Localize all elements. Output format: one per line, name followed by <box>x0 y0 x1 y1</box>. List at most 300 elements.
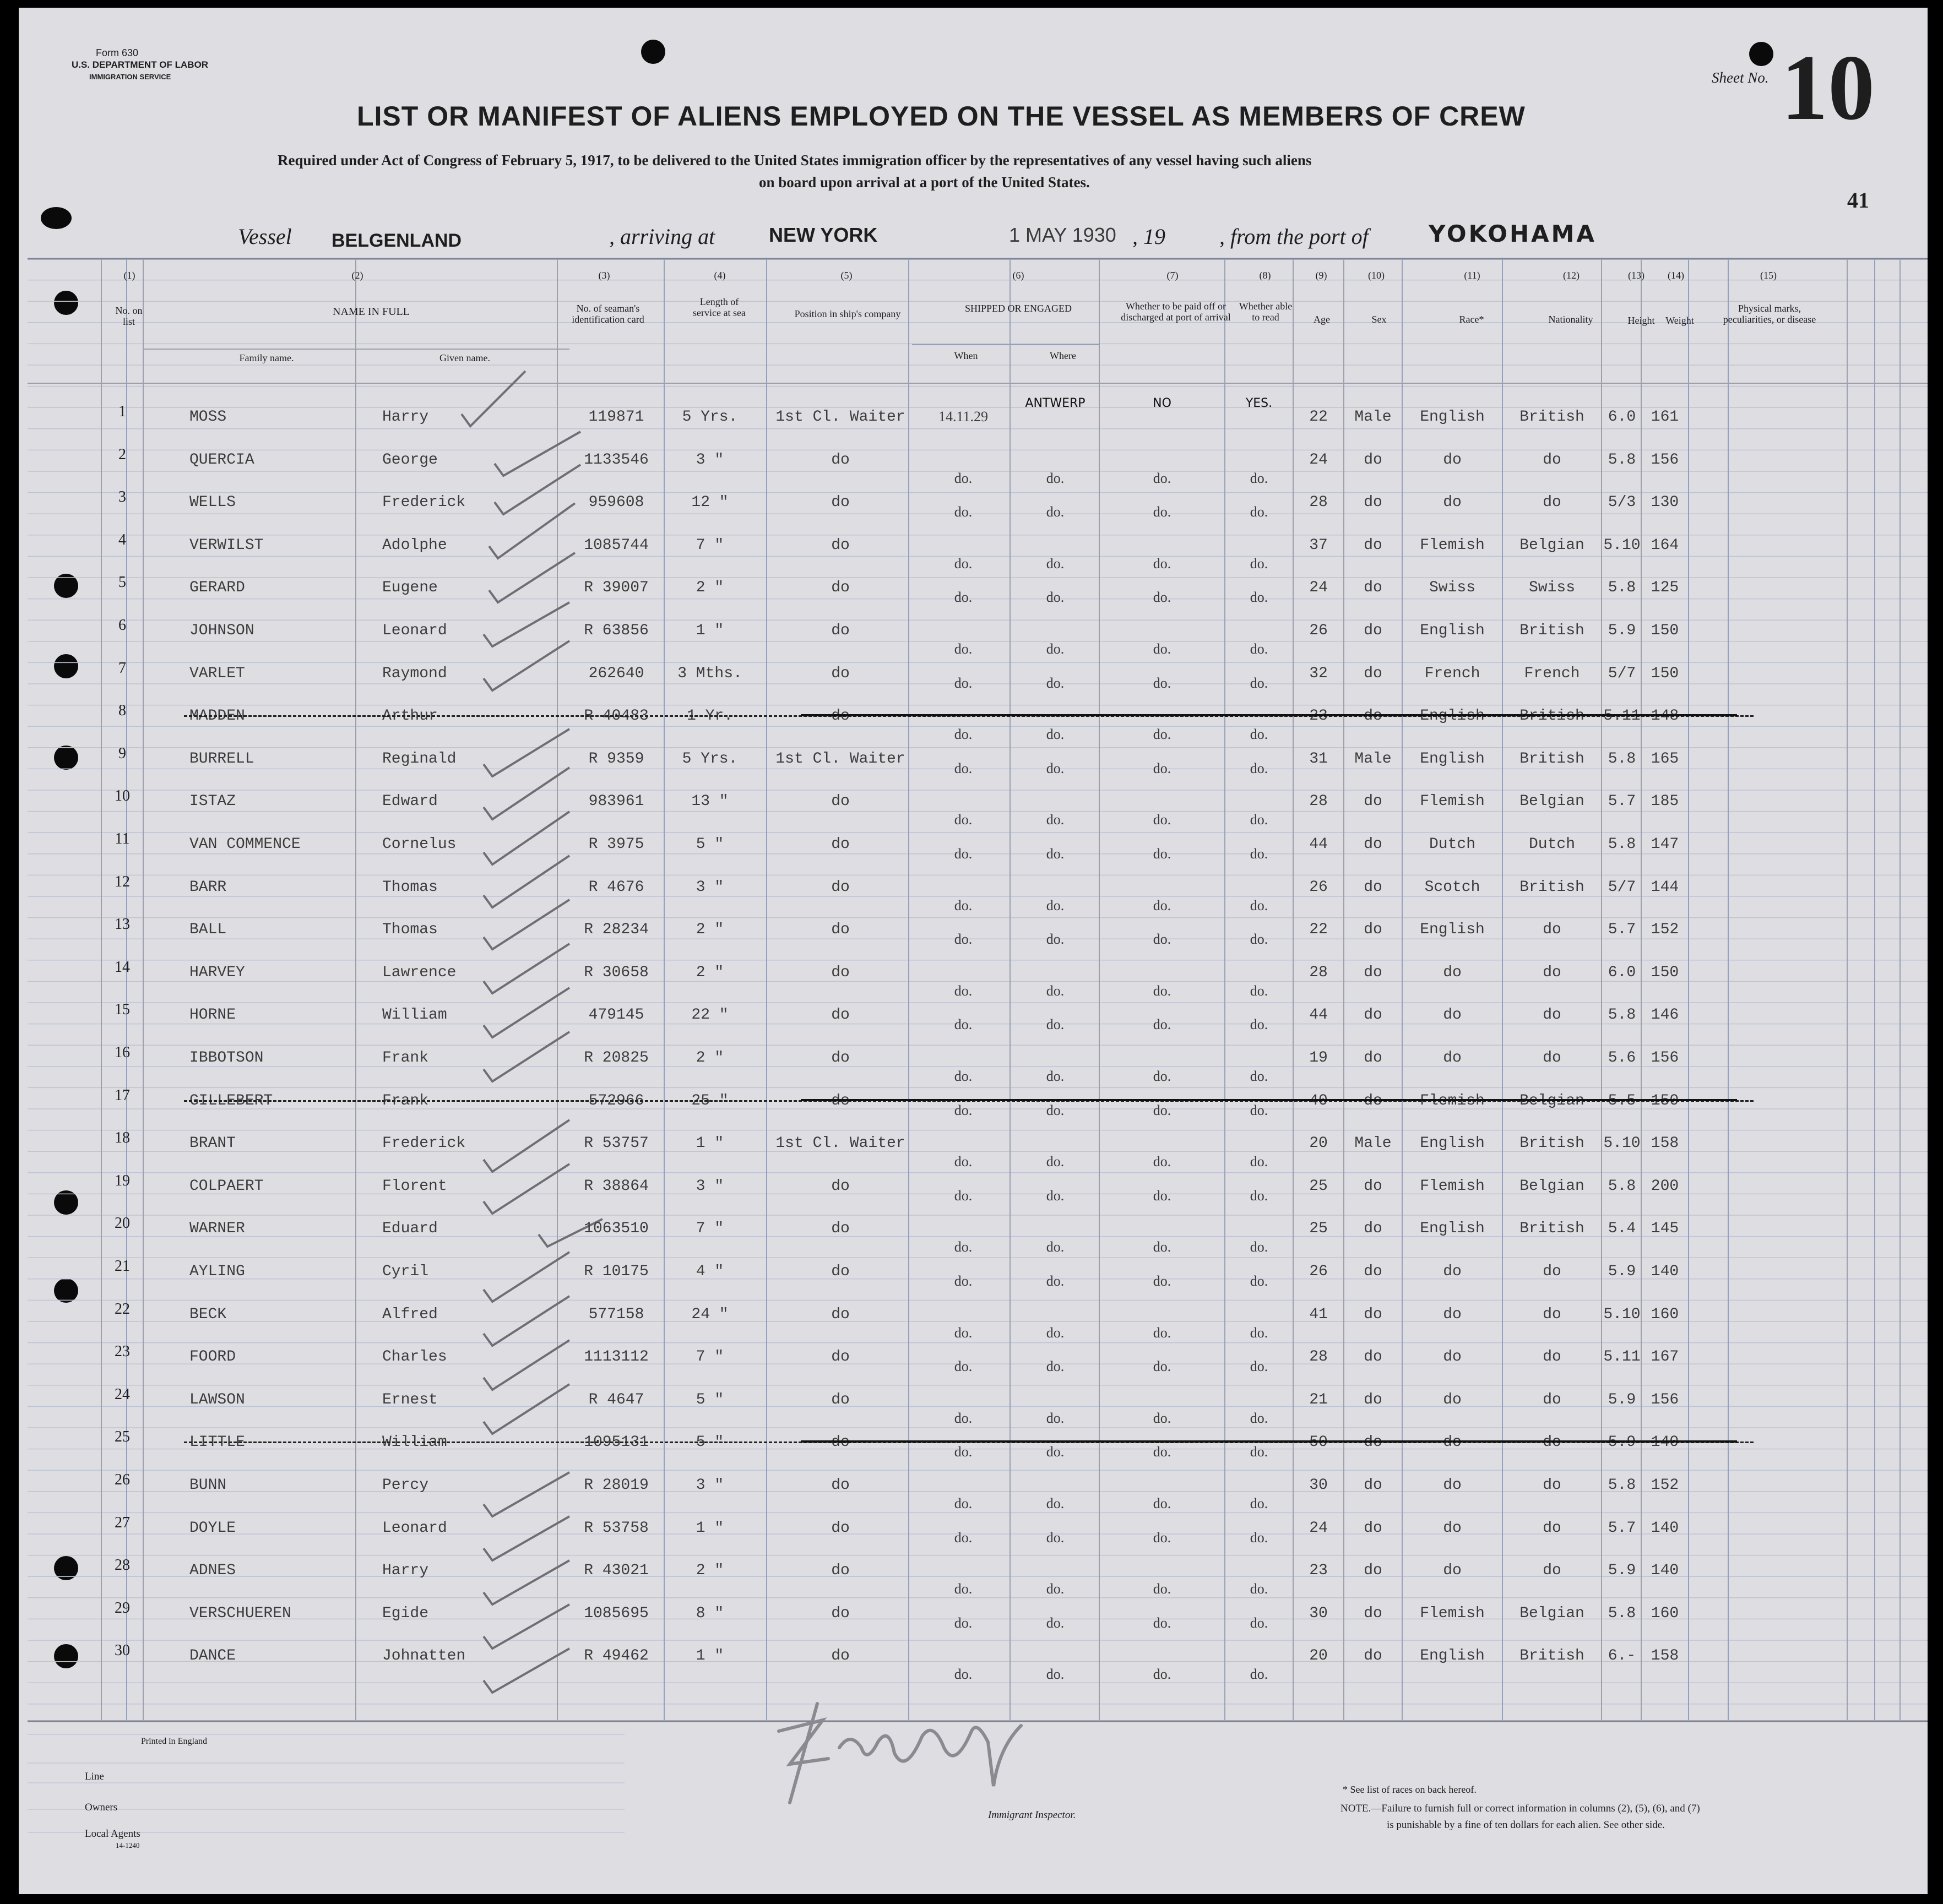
cell-when: do. <box>954 1410 973 1426</box>
cell-age: 23 <box>1309 1562 1328 1580</box>
cell-weight: 148 <box>1651 708 1679 725</box>
cell-height: 5.8 <box>1608 451 1636 469</box>
cell-where: do. <box>1046 1666 1065 1683</box>
row-number: 8 <box>118 702 126 720</box>
cell-where: do. <box>1046 674 1065 691</box>
cell-length: 2 " <box>696 1049 724 1067</box>
cell-where: do. <box>1046 812 1065 828</box>
cell-sex: do <box>1364 964 1382 981</box>
cell-read: YES. <box>1245 396 1273 410</box>
sheet-label: Sheet No. <box>1712 69 1769 86</box>
cell-family: VERSCHUEREN <box>189 1604 291 1622</box>
cell-given: Eugene <box>382 579 438 597</box>
cell-weight: 185 <box>1651 793 1679 810</box>
cell-sex: do <box>1364 708 1382 725</box>
cell-nationality: British <box>1519 708 1584 725</box>
cell-weight: 200 <box>1651 1177 1679 1195</box>
cell-race: do <box>1443 1519 1462 1537</box>
cell-nationality: do <box>1543 1263 1561 1280</box>
cell-position: do <box>831 964 850 981</box>
cell-weight: 125 <box>1651 579 1679 597</box>
cell-where: do. <box>1046 1581 1065 1597</box>
cell-height: 5/7 <box>1608 665 1636 682</box>
cell-read: do. <box>1250 674 1268 691</box>
col-when: When <box>954 350 978 361</box>
cell-read: do. <box>1250 1239 1268 1255</box>
cell-height: 5.8 <box>1608 836 1636 853</box>
cell-sex: do <box>1364 1177 1382 1195</box>
cell-sex: do <box>1364 793 1382 810</box>
cell-family: ISTAZ <box>189 793 236 810</box>
cell-weight: 160 <box>1651 1305 1679 1323</box>
cell-sex: do <box>1364 1049 1382 1067</box>
cell-position: do <box>831 494 850 512</box>
cell-where: do. <box>1046 760 1065 776</box>
cell-weight: 156 <box>1651 451 1679 469</box>
cell-read: do. <box>1250 1273 1268 1289</box>
cell-family: GERARD <box>189 579 245 597</box>
cell-position: do <box>831 793 850 810</box>
cell-when: do. <box>954 1495 973 1511</box>
cell-paid: do. <box>1153 897 1171 913</box>
cell-given: Arthur <box>382 708 438 725</box>
cell-length: 25 " <box>691 1092 729 1109</box>
col-position: Position in ship's company <box>794 308 901 319</box>
cell-paid: do. <box>1153 504 1171 520</box>
row-number: 7 <box>118 659 126 677</box>
cell-race: do <box>1443 1391 1462 1408</box>
cell-given: Raymond <box>382 665 447 682</box>
cell-weight: 140 <box>1651 1562 1679 1580</box>
cell-read: do. <box>1250 812 1268 828</box>
cell-position: do <box>831 1647 850 1665</box>
cell-position: do <box>831 708 850 725</box>
cell-given: Percy <box>382 1477 429 1494</box>
cell-weight: 156 <box>1651 1391 1679 1408</box>
cell-paid: do. <box>1153 812 1171 828</box>
row-number: 27 <box>115 1514 130 1531</box>
cell-family: ADNES <box>189 1562 236 1580</box>
cell-nationality: do <box>1543 1434 1561 1451</box>
cell-length: 7 " <box>696 536 724 554</box>
cell-read: do. <box>1250 555 1268 572</box>
cell-where: do. <box>1046 1410 1065 1426</box>
cell-family: BURRELL <box>189 750 254 768</box>
form-title: LIST OR MANIFEST OF ALIENS EMPLOYED ON THE VESSEL AS MEMBERS OF CREW <box>357 101 1526 132</box>
cell-paid: do. <box>1153 470 1171 486</box>
row-number: 17 <box>115 1086 130 1104</box>
year-label: , 19 <box>1132 224 1165 249</box>
cell-weight: 130 <box>1651 494 1679 512</box>
cell-given: Lawrence <box>382 964 457 981</box>
cell-height: 5.8 <box>1608 750 1636 768</box>
cell-height: 5.8 <box>1608 1177 1636 1195</box>
cell-read: do. <box>1250 1068 1268 1084</box>
strikethrough-line <box>801 1440 1737 1443</box>
row-number: 9 <box>118 744 126 762</box>
col-num-8: (8) <box>1259 270 1271 281</box>
row-number: 2 <box>118 445 126 463</box>
form-subtitle: Required under Act of Congress of February 5, 1917, to be delivered to the United States immigration officer by the representatives of any vessel having such aliens <box>278 152 1312 168</box>
cell-sex: do <box>1364 494 1382 512</box>
cell-read: do. <box>1250 760 1268 776</box>
cell-nationality: British <box>1519 1647 1584 1665</box>
cell-weight: 164 <box>1651 536 1679 554</box>
cell-when: do. <box>954 1444 973 1460</box>
cell-sex: do <box>1364 1305 1382 1323</box>
cell-length: 5 Yrs. <box>682 750 738 768</box>
col-num-10: (10) <box>1368 270 1385 281</box>
row-number: 5 <box>118 574 126 591</box>
cell-position: do <box>831 1391 850 1408</box>
cell-sex: do <box>1364 921 1382 939</box>
cell-given: Johnatten <box>382 1647 466 1665</box>
row-number: 10 <box>115 787 130 805</box>
cell-family: HARVEY <box>189 964 245 981</box>
cell-weight: 165 <box>1651 750 1679 768</box>
arrival-port: NEW YORK <box>769 224 878 246</box>
row-number: 3 <box>118 488 126 506</box>
cell-paid: do. <box>1153 726 1171 743</box>
cell-height: 5.7 <box>1608 793 1636 810</box>
col-num-12: (12) <box>1563 270 1580 281</box>
cell-id: R 9359 <box>588 750 644 768</box>
cell-race: do <box>1443 451 1462 469</box>
cell-read: do. <box>1250 1358 1268 1375</box>
cell-when: do. <box>954 504 973 520</box>
cell-race: English <box>1420 1647 1485 1665</box>
col-family-name: Family name. <box>239 352 294 363</box>
cell-height: 5.10 <box>1603 536 1641 554</box>
col-num-14: (14) <box>1668 270 1684 281</box>
cell-position: 1st Cl. Waiter <box>775 1135 905 1152</box>
cell-id: R 53757 <box>584 1135 649 1152</box>
cell-when: do. <box>954 1324 973 1341</box>
cell-weight: 150 <box>1651 665 1679 682</box>
col-length-service: Length of service at sea <box>693 296 746 318</box>
cell-race: Flemish <box>1420 793 1485 810</box>
cell-given: Leonard <box>382 622 447 639</box>
cell-age: 31 <box>1309 750 1328 768</box>
cell-where: do. <box>1046 726 1065 743</box>
cell-age: 28 <box>1309 964 1328 981</box>
cell-weight: 150 <box>1651 1092 1679 1109</box>
col-list-no: No. on list <box>115 305 143 327</box>
col-num-4: (4) <box>714 270 726 281</box>
cell-nationality: do <box>1543 1391 1561 1408</box>
cell-id: 262640 <box>588 665 644 682</box>
cell-nationality: do <box>1543 451 1561 469</box>
cell-length: 3 " <box>696 1177 724 1195</box>
row-number: 20 <box>115 1215 130 1232</box>
cell-family: BRANT <box>189 1135 236 1152</box>
cell-nationality: do <box>1543 1305 1561 1323</box>
cell-paid: do. <box>1153 1666 1171 1683</box>
cell-family: VARLET <box>189 665 245 682</box>
col-num-13: (13) <box>1628 270 1645 281</box>
cell-position: 1st Cl. Waiter <box>775 750 905 768</box>
cell-family: HORNE <box>189 1007 236 1024</box>
col-physical-marks: Physical marks, peculiarities, or disease <box>1723 303 1816 325</box>
cell-nationality: do <box>1543 494 1561 512</box>
cell-age: 24 <box>1309 579 1328 597</box>
cell-read: do. <box>1250 1666 1268 1683</box>
cell-age: 44 <box>1309 1007 1328 1024</box>
cell-position: do <box>831 1519 850 1537</box>
cell-length: 7 " <box>696 1220 724 1238</box>
cell-length: 3 " <box>696 878 724 896</box>
cell-when: do. <box>954 1016 973 1033</box>
cell-age: 28 <box>1309 1348 1328 1366</box>
cell-position: do <box>831 1305 850 1323</box>
cell-family: LAWSON <box>189 1391 245 1408</box>
row-number: 14 <box>115 958 130 976</box>
cell-race: Flemish <box>1420 1177 1485 1195</box>
cell-length: 1 " <box>696 1647 724 1665</box>
cell-position: do <box>831 665 850 682</box>
col-name-in-full: NAME IN FULL <box>333 306 410 318</box>
cell-read: do. <box>1250 897 1268 913</box>
cell-where: do. <box>1046 1068 1065 1084</box>
cell-weight: 147 <box>1651 836 1679 853</box>
cell-sex: do <box>1364 878 1382 896</box>
cell-read: do. <box>1250 589 1268 606</box>
cell-id: R 28019 <box>584 1477 649 1494</box>
cell-when: do. <box>954 1187 973 1204</box>
cell-family: DOYLE <box>189 1519 236 1537</box>
cell-id: 1133546 <box>584 451 649 469</box>
row-number: 12 <box>115 873 130 890</box>
cell-weight: 152 <box>1651 921 1679 939</box>
cell-sex: do <box>1364 1092 1382 1109</box>
cell-height: 5/3 <box>1608 494 1636 512</box>
cell-age: 22 <box>1309 409 1328 426</box>
row-number: 24 <box>115 1385 130 1403</box>
department: U.S. DEPARTMENT OF LABOR <box>72 59 209 70</box>
cell-nationality: do <box>1543 964 1561 981</box>
cell-read: do. <box>1250 1495 1268 1511</box>
col-nationality: Nationality <box>1548 314 1593 325</box>
cell-where: do. <box>1046 1614 1065 1631</box>
cell-weight: 167 <box>1651 1348 1679 1366</box>
cell-weight: 146 <box>1651 1007 1679 1024</box>
cell-height: 6.0 <box>1608 409 1636 426</box>
cell-where: do. <box>1046 1102 1065 1118</box>
cell-position: do <box>831 1604 850 1622</box>
cell-when: do. <box>954 1666 973 1683</box>
cell-read: do. <box>1250 1324 1268 1341</box>
cell-weight: 140 <box>1651 1519 1679 1537</box>
cell-where: do. <box>1046 1239 1065 1255</box>
cell-family: VAN COMMENCE <box>189 836 301 853</box>
cell-given: Alfred <box>382 1305 438 1323</box>
cell-length: 8 " <box>696 1604 724 1622</box>
cell-age: 20 <box>1309 1135 1328 1152</box>
cell-when: do. <box>954 641 973 657</box>
cell-age: 25 <box>1309 1220 1328 1238</box>
cell-given: Frank <box>382 1092 429 1109</box>
form-number: Form 630 <box>96 47 139 58</box>
cell-where: do. <box>1046 641 1065 657</box>
cell-race: do <box>1443 494 1462 512</box>
cell-sex: Male <box>1354 750 1392 768</box>
cell-paid: do. <box>1153 1273 1171 1289</box>
row-number: 21 <box>115 1258 130 1275</box>
cell-given: Reginald <box>382 750 457 768</box>
cell-id: 572966 <box>588 1092 644 1109</box>
col-num-7: (7) <box>1166 270 1179 281</box>
cell-height: 5/7 <box>1608 878 1636 896</box>
row-number: 22 <box>115 1300 130 1318</box>
cell-length: 12 " <box>691 494 729 512</box>
cell-id: R 4676 <box>588 878 644 896</box>
cell-race: Flemish <box>1420 1604 1485 1622</box>
col-where: Where <box>1050 350 1076 361</box>
cell-id: 1095131 <box>584 1434 649 1451</box>
manifest-sheet <box>19 8 1928 1894</box>
cell-family: BECK <box>189 1305 227 1323</box>
cell-length: 4 " <box>696 1263 724 1280</box>
cell-paid: do. <box>1153 1614 1171 1631</box>
cell-id: R 53758 <box>584 1519 649 1537</box>
cell-height: 6.- <box>1608 1647 1636 1665</box>
cell-where: do. <box>1046 1016 1065 1033</box>
cell-given: Thomas <box>382 921 438 939</box>
cell-weight: 150 <box>1651 964 1679 981</box>
cell-sex: do <box>1364 1604 1382 1622</box>
cell-race: English <box>1420 1220 1485 1238</box>
row-number: 15 <box>115 1001 130 1019</box>
cell-age: 25 <box>1309 1177 1328 1195</box>
cell-paid: do. <box>1153 1016 1171 1033</box>
cell-race: English <box>1420 708 1485 725</box>
cell-race: Scotch <box>1424 878 1480 896</box>
col-given-name: Given name. <box>439 352 490 363</box>
cell-weight: 158 <box>1651 1647 1679 1665</box>
arriving-label: , arriving at <box>609 224 715 249</box>
cell-family: WARNER <box>189 1220 245 1238</box>
strikethrough-line <box>801 1099 1737 1101</box>
races-note: * See list of races on back hereof. <box>1343 1784 1477 1795</box>
cell-nationality: Belgian <box>1519 536 1584 554</box>
cell-age: 28 <box>1309 494 1328 512</box>
cell-family: LITTLE <box>189 1434 245 1451</box>
cell-weight: 140 <box>1651 1434 1679 1451</box>
cell-paid: do. <box>1153 1239 1171 1255</box>
cell-read: do. <box>1250 931 1268 948</box>
cell-position: do <box>831 1348 850 1366</box>
cell-when: 14.11.29 <box>938 409 989 425</box>
col-num-5: (5) <box>840 270 853 281</box>
cell-id: 983961 <box>588 793 644 810</box>
cell-read: do. <box>1250 726 1268 743</box>
cell-paid: do. <box>1153 1154 1171 1170</box>
cell-id: R 49462 <box>584 1647 649 1665</box>
cell-height: 5.9 <box>1608 1391 1636 1408</box>
cell-where: do. <box>1046 846 1065 862</box>
cell-id: 1113112 <box>584 1348 649 1366</box>
cell-when: do. <box>954 1529 973 1546</box>
cell-given: Eduard <box>382 1220 438 1238</box>
cell-when: do. <box>954 555 973 572</box>
cell-read: do. <box>1250 1614 1268 1631</box>
fine-note-1: NOTE.—Failure to furnish full or correct information in columns (2), (5), (6), and (7) <box>1340 1803 1700 1814</box>
cell-sex: Male <box>1354 409 1392 426</box>
col-weight: Weight <box>1665 315 1694 326</box>
line-label: Line <box>85 1771 104 1782</box>
cell-position: do <box>831 1477 850 1494</box>
col-num-9: (9) <box>1315 270 1327 281</box>
cell-paid: do. <box>1153 555 1171 572</box>
departure-port: YOKOHAMA <box>1429 220 1597 247</box>
cell-when: do. <box>954 1581 973 1597</box>
col-id-card: No. of seaman's identification card <box>572 303 644 325</box>
cell-race: English <box>1420 1135 1485 1152</box>
cell-height: 5.8 <box>1608 1477 1636 1494</box>
cell-paid: do. <box>1153 1581 1171 1597</box>
cell-family: MADDEN <box>189 708 245 725</box>
cell-race: do <box>1443 1434 1462 1451</box>
cell-paid: NO <box>1153 396 1171 410</box>
cell-id: 479145 <box>588 1007 644 1024</box>
cell-given: Ernest <box>382 1391 438 1408</box>
cell-sex: do <box>1364 1519 1382 1537</box>
cell-race: do <box>1443 1348 1462 1366</box>
row-number: 13 <box>115 916 130 933</box>
cell-read: do. <box>1250 1016 1268 1033</box>
cell-id: R 3975 <box>588 836 644 853</box>
cell-when: do. <box>954 931 973 948</box>
cell-length: 3 Mths. <box>677 665 742 682</box>
cell-when: do. <box>954 726 973 743</box>
cell-length: 13 " <box>691 793 729 810</box>
cell-position: do <box>831 921 850 939</box>
row-number: 6 <box>118 617 126 634</box>
cell-position: do <box>831 1263 850 1280</box>
cell-length: 5 Yrs. <box>682 409 738 426</box>
inspector-signature <box>757 1682 1065 1814</box>
cell-when: do. <box>954 1102 973 1118</box>
cell-nationality: do <box>1543 1562 1561 1580</box>
cell-where: do. <box>1046 982 1065 999</box>
cell-where: do. <box>1046 504 1065 520</box>
cell-length: 1 " <box>696 622 724 639</box>
cell-nationality: do <box>1543 1348 1561 1366</box>
cell-age: 21 <box>1309 1391 1328 1408</box>
cell-age: 23 <box>1309 708 1328 725</box>
cell-height: 5.7 <box>1608 921 1636 939</box>
cell-length: 1 " <box>696 1519 724 1537</box>
cell-height: 5.7 <box>1608 1519 1636 1537</box>
cell-race: do <box>1443 1007 1462 1024</box>
cell-position: do <box>831 1562 850 1580</box>
cell-sex: do <box>1364 836 1382 853</box>
cell-age: 32 <box>1309 665 1328 682</box>
cell-nationality: do <box>1543 1049 1561 1067</box>
cell-nationality: Swiss <box>1528 579 1575 597</box>
cell-when: do. <box>954 1273 973 1289</box>
cell-given: Harry <box>382 1562 429 1580</box>
cell-age: 19 <box>1309 1049 1328 1067</box>
cell-position: do <box>831 1434 850 1451</box>
cell-sex: do <box>1364 1007 1382 1024</box>
cell-family: AYLING <box>189 1263 245 1280</box>
cell-paid: do. <box>1153 1495 1171 1511</box>
col-shipped-engaged: SHIPPED OR ENGAGED <box>964 303 1072 314</box>
col-num-6: (6) <box>1012 270 1024 281</box>
cell-given: Leonard <box>382 1519 447 1537</box>
row-number: 4 <box>118 531 126 548</box>
